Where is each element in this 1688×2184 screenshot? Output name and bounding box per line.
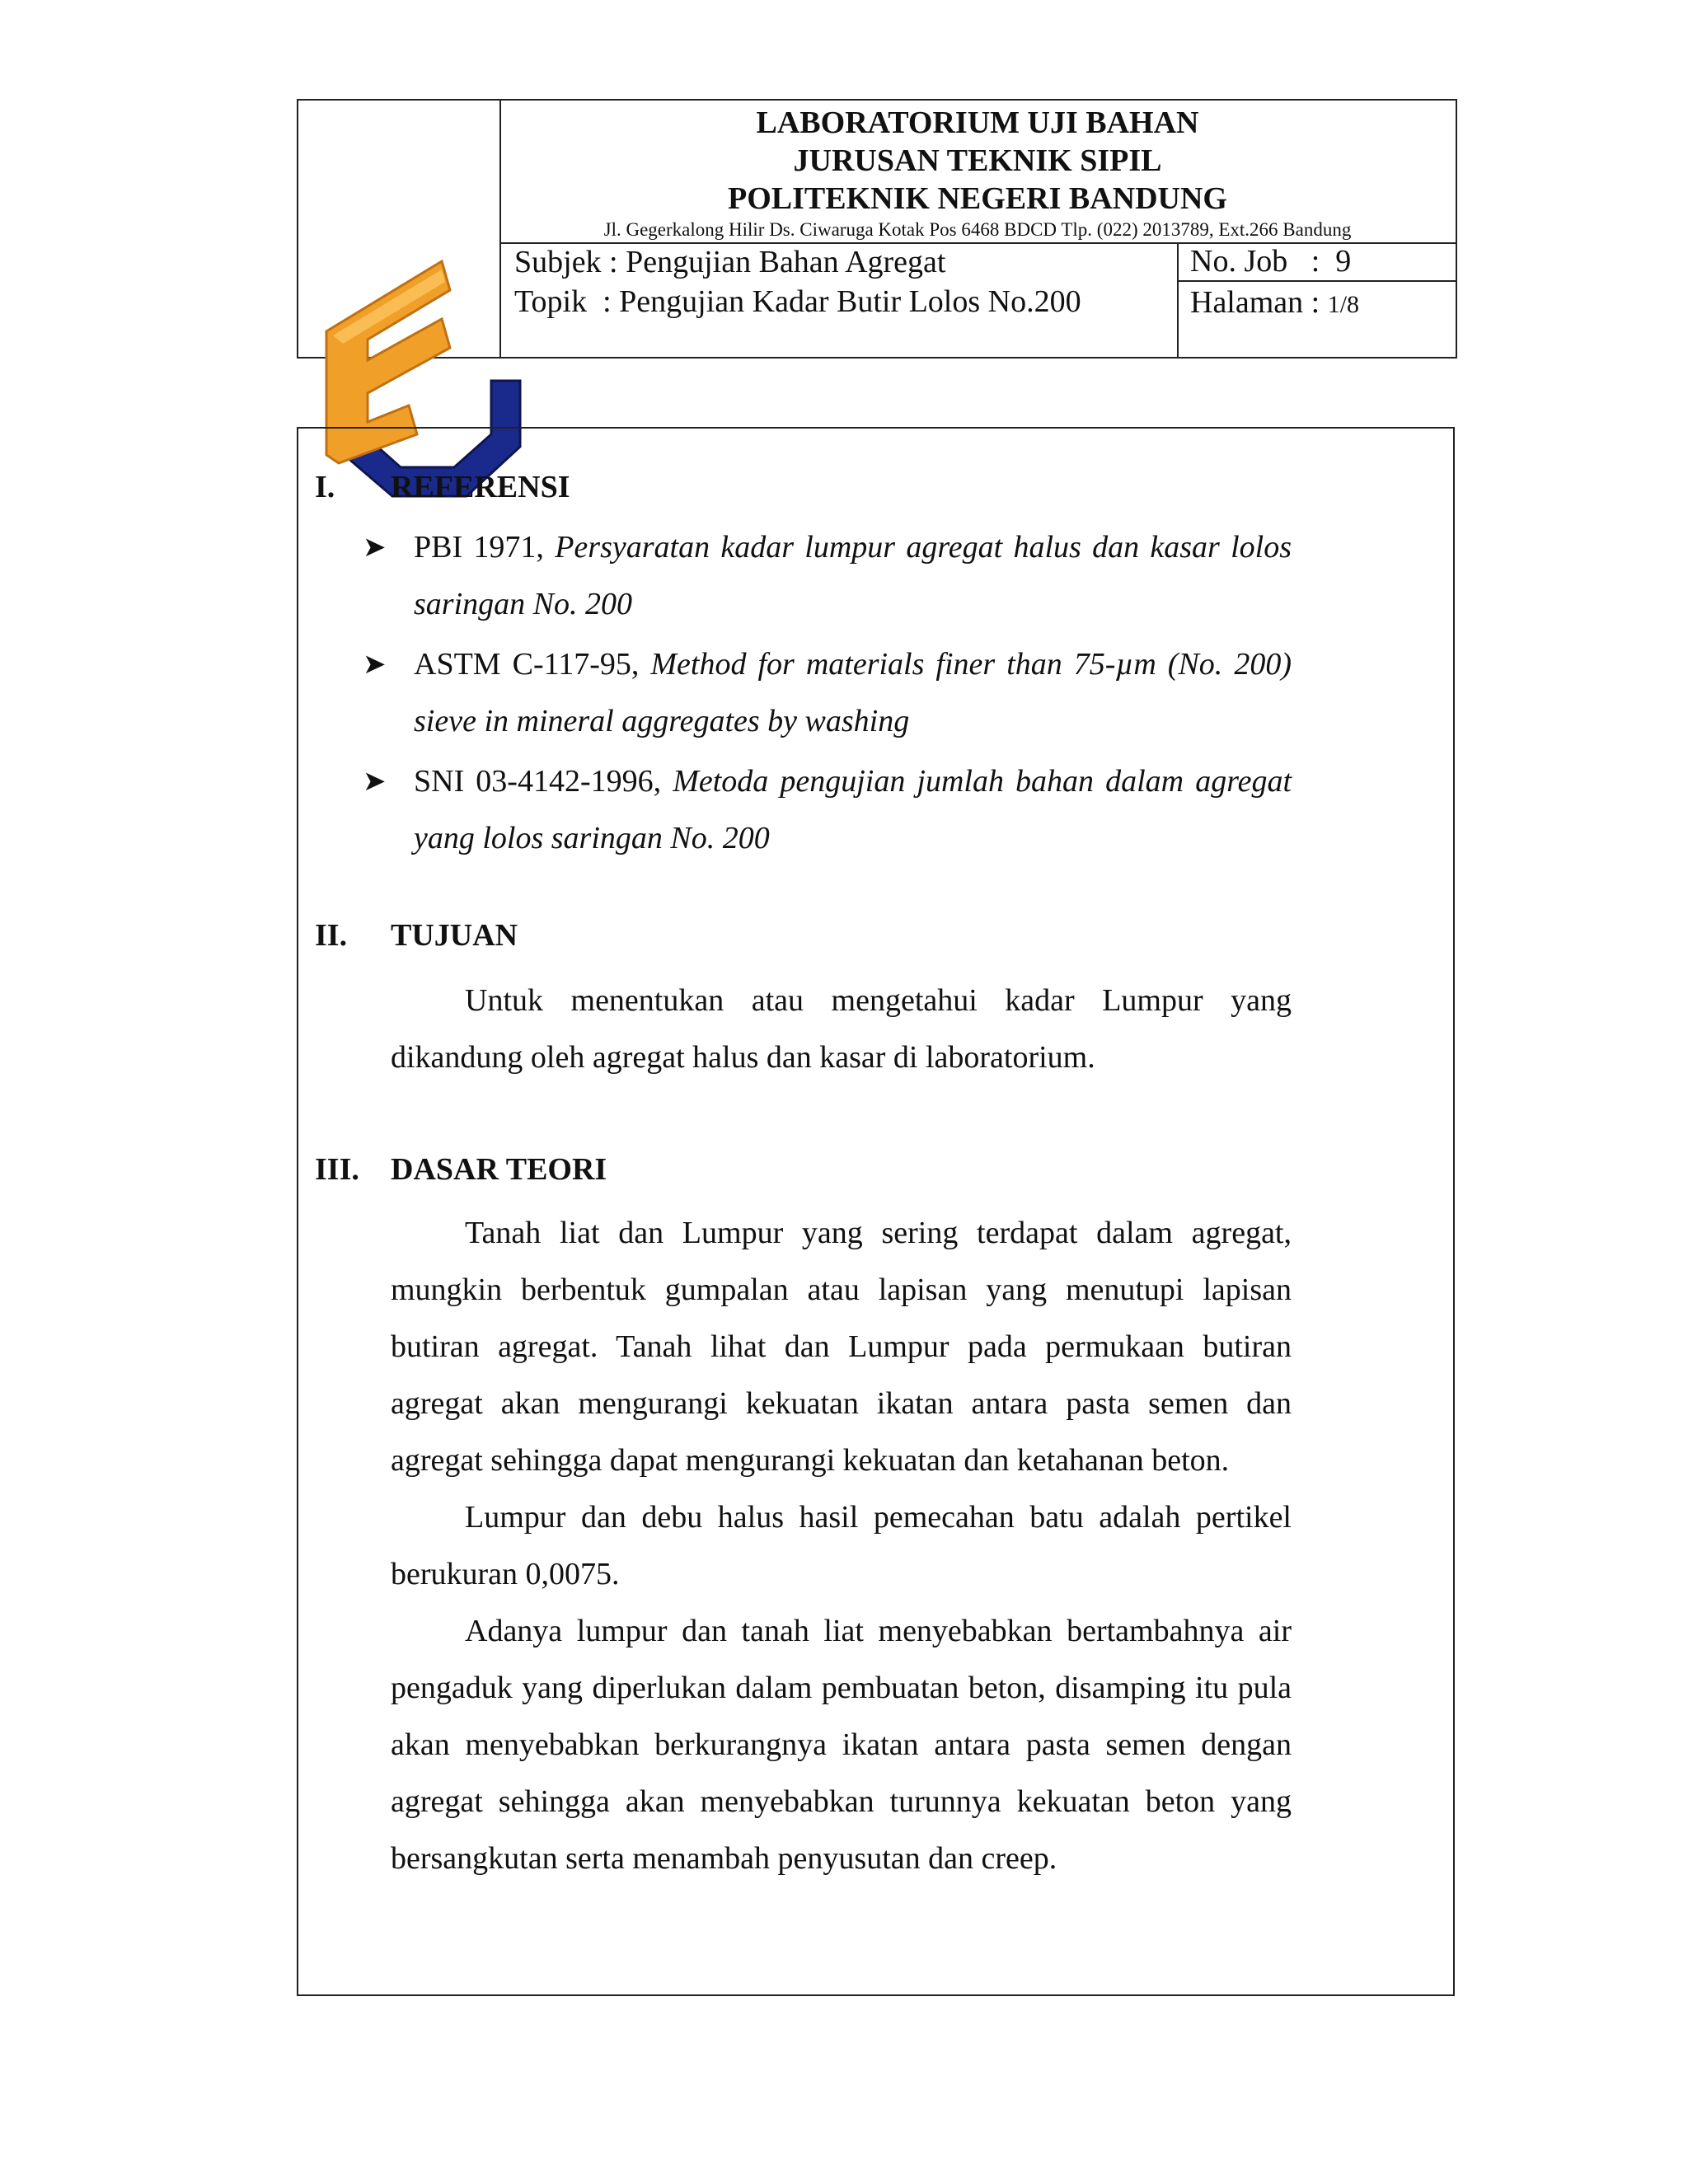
reference-standard: SNI 03-4142-1996,	[414, 764, 673, 799]
arrow-bullet-icon: ➤	[363, 532, 387, 563]
job-cell	[1177, 242, 1456, 357]
document-header	[297, 99, 1457, 359]
institution-line-1: LABORATORIUM UJI BAHAN	[756, 105, 1199, 140]
institution-block	[499, 101, 1456, 244]
arrow-bullet-icon: ➤	[363, 766, 387, 797]
reference-item	[414, 636, 1292, 750]
reference-item	[414, 519, 1292, 633]
institution-address: Jl. Gegerkalong Hilir Ds. Ciwaruga Kotak Pos 6468 BDCD Tlp. (022) 2013789, Ext.266 Bandung	[603, 219, 1352, 240]
dasar-teori-paragraph-2: Lumpur dan debu halus hasil pemecahan batu adalah pertikel berukuran 0,0075.	[391, 1500, 1292, 1591]
section-title-dasar-teori: DASAR TEORI	[391, 1152, 607, 1187]
subject-cell	[499, 242, 1179, 357]
dasar-teori-paragraph-3: Adanya lumpur dan tanah liat menyebabkan bertambahnya air pengaduk yang diperlukan dalam pembuatan beton, disamping itu pula akan menyebabkan berkurangnya ikatan antara pasta semen dengan agregat sehingga akan menyebabkan turunnya kekuatan beton yang bersangkutan serta menambah penyusutan dan creep.	[391, 1614, 1292, 1876]
tujuan-paragraph: Untuk menentukan atau mengetahui kadar Lumpur yang dikandung oleh agregat halus dan kasar di laboratorium.	[391, 983, 1292, 1075]
subject-line: Subjek : Pengujian Bahan Agregat	[514, 245, 946, 279]
reference-title: Persyaratan kadar lumpur agregat halus dan kasar lolos saringan No. 200	[414, 530, 1292, 621]
section-title-tujuan: TUJUAN	[391, 918, 518, 953]
reference-item	[414, 753, 1292, 867]
content-box	[297, 427, 1455, 1996]
section-number-referensi: I.	[315, 470, 335, 504]
reference-title: Method for materials finer than 75-µm (No. 200) sieve in mineral aggregates by washing	[414, 647, 1292, 738]
section-number-tujuan: II.	[315, 918, 348, 953]
job-number: No. Job : 9	[1177, 242, 1456, 282]
reference-standard: PBI 1971,	[414, 530, 556, 565]
page-value: 1/8	[1327, 291, 1360, 318]
topic-line: Topik : Pengujian Kadar Butir Lolos No.200	[514, 284, 1081, 319]
section-title-referensi: REFERENSI	[391, 470, 570, 504]
arrow-bullet-icon: ➤	[363, 649, 387, 680]
section-number-dasar-teori: III.	[315, 1152, 359, 1187]
dasar-teori-paragraph-1: Tanah liat dan Lumpur yang sering terdapat dalam agregat, mungkin berbentuk gumpalan atau lapisan yang menutupi lapisan butiran agregat. Tanah lihat dan Lumpur pada permukaan butiran agregat akan mengurangi kekuatan ikatan antara pasta semen dan agregat sehingga dapat mengurangi kekuatan dan ketahanan beton.	[391, 1216, 1292, 1478]
page-number	[1177, 282, 1456, 326]
institution-line-2: JURUSAN TEKNIK SIPIL	[793, 143, 1162, 178]
page-label: Halaman :	[1190, 285, 1328, 320]
reference-standard: ASTM C-117-95,	[414, 647, 651, 682]
reference-title: Metoda pengujian jumlah bahan dalam agregat yang lolos saringan No. 200	[414, 764, 1292, 855]
institution-line-3: POLITEKNIK NEGERI BANDUNG	[728, 181, 1227, 216]
